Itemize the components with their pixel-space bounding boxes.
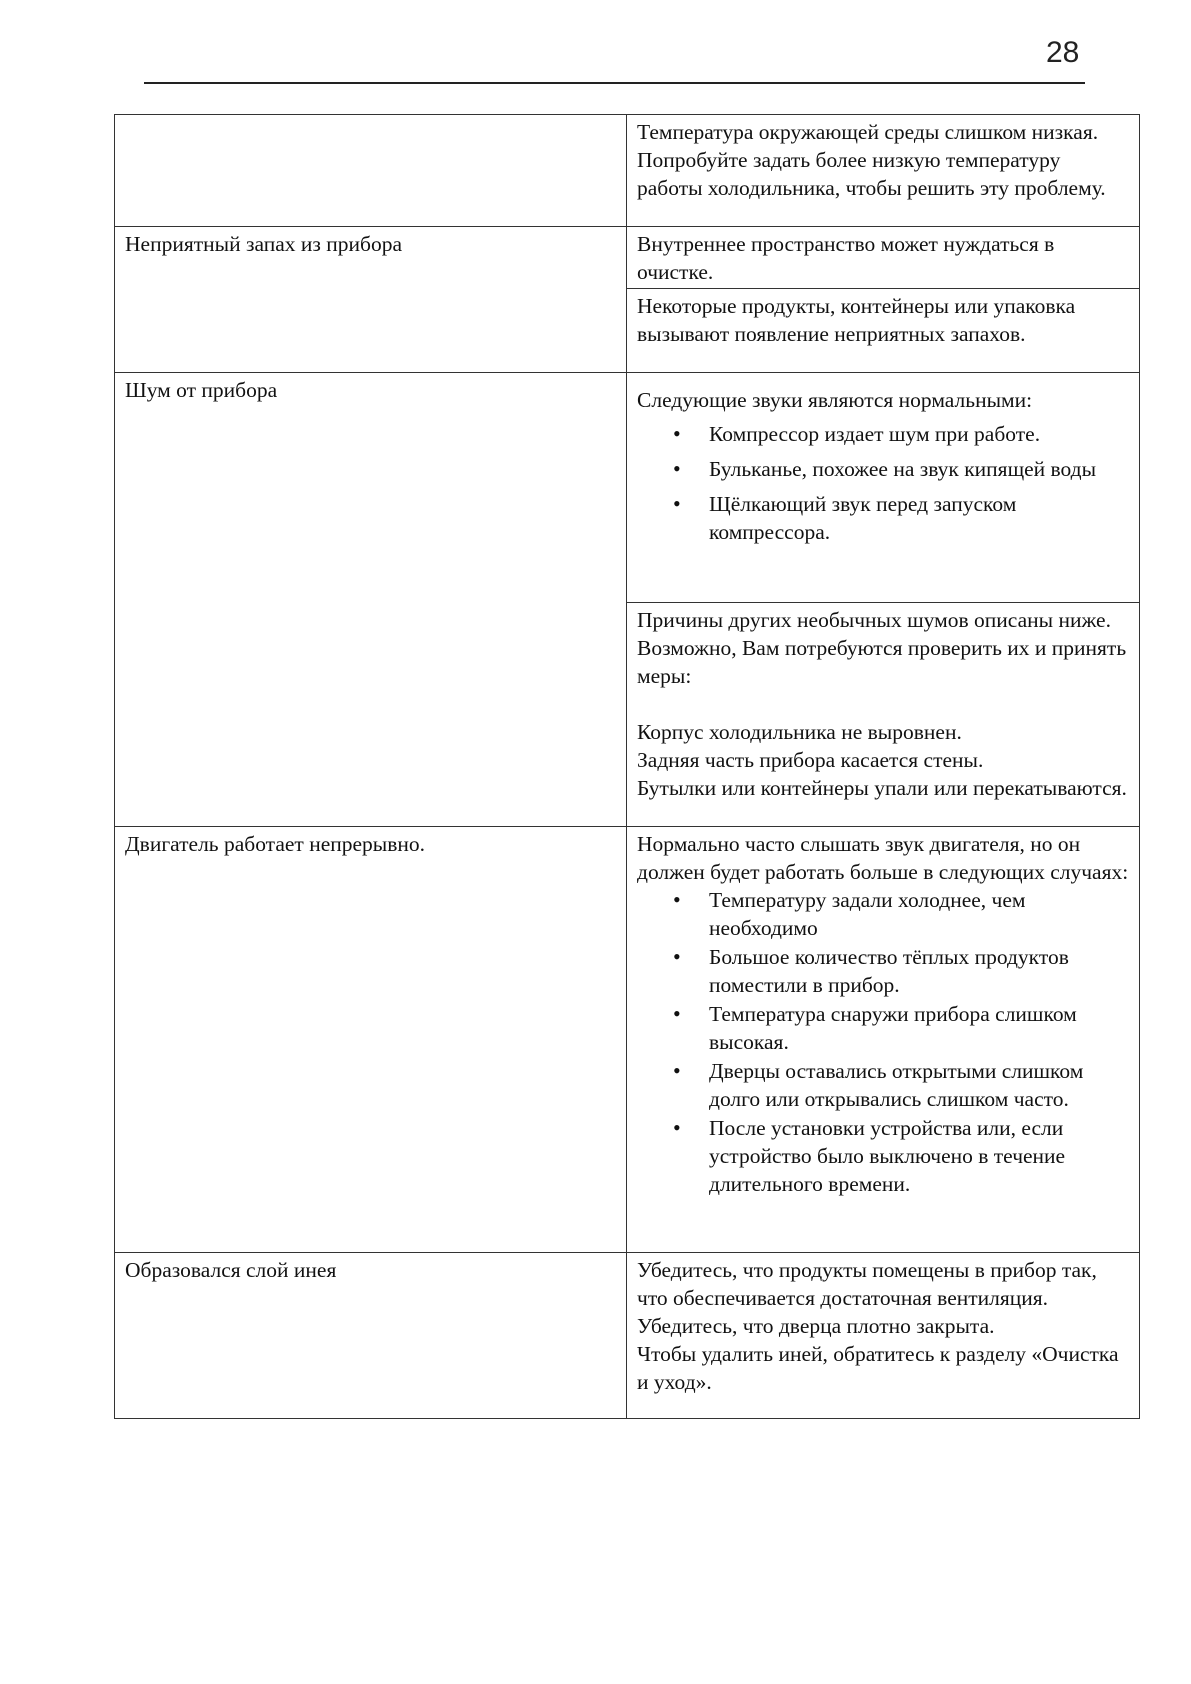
bullet-list: [637, 420, 1129, 546]
solution-cell: [627, 115, 1140, 227]
solution-cell: [627, 373, 1140, 603]
problem-cell: [115, 1253, 627, 1419]
list-item: • Большое количество тёплых продуктов поместили в прибор.: [709, 943, 1129, 999]
problem-text: Неприятный запах из прибора: [125, 232, 402, 256]
list-item: • Температура снаружи прибора слишком высокая.: [709, 1000, 1129, 1056]
table-row: [115, 373, 1140, 603]
list-item: • Щёлкающий звук перед запуском компрессора.: [709, 490, 1129, 546]
solution-intro: Причины других необычных шумов описаны ниже. Возможно, Вам потребуются проверить их и принять меры:: [637, 608, 1127, 688]
problem-cell: [115, 227, 627, 373]
solution-text: Некоторые продукты, контейнеры или упаковка вызывают появление неприятных запахов.: [637, 294, 1076, 346]
table-row: [115, 1253, 1140, 1419]
bullet-list: [637, 886, 1129, 1198]
solution-cell: [627, 1253, 1140, 1419]
solution-line: Убедитесь, что дверца плотно закрыта.: [637, 1314, 995, 1338]
list-item: • Дверцы оставались открытыми слишком долго или открывались слишком часто.: [709, 1057, 1129, 1113]
problem-text: Двигатель работает непрерывно.: [125, 832, 426, 856]
solution-cell: [627, 827, 1140, 1253]
table-row: [115, 227, 1140, 289]
table-row: [115, 827, 1140, 1253]
problem-cell: [115, 827, 627, 1253]
solution-line: Бутылки или контейнеры упали или перекатываются.: [637, 776, 1127, 800]
solution-cell: [627, 227, 1140, 289]
solution-intro: Нормально часто слышать звук двигателя, но он должен будет работать больше в следующих случаях:: [637, 832, 1129, 884]
list-item: • Температуру задали холоднее, чем необходимо: [709, 886, 1129, 942]
solution-line: Чтобы удалить иней, обратитесь к разделу «Очистка и уход».: [637, 1342, 1119, 1394]
solution-line: Убедитесь, что продукты помещены в прибор так, что обеспечивается достаточная вентиляция.: [637, 1258, 1097, 1310]
solution-line: Корпус холодильника не выровнен.: [637, 720, 962, 744]
solution-text: Внутреннее пространство может нуждаться в очистке.: [637, 232, 1055, 284]
list-item: • Бульканье, похожее на звук кипящей воды: [709, 455, 1129, 483]
solution-line: Задняя часть прибора касается стены.: [637, 748, 984, 772]
list-item: • После установки устройства или, если устройство было выключено в течение длительного времени.: [709, 1114, 1129, 1198]
page-number: 28: [1046, 36, 1080, 69]
list-item: • Компрессор издает шум при работе.: [709, 420, 1129, 448]
troubleshooting-table: [114, 114, 1140, 1419]
solution-text: Температура окружающей среды слишком низкая. Попробуйте задать более низкую температуру работы холодильника, чтобы решить эту проблему.: [637, 120, 1106, 200]
solution-cell: [627, 603, 1140, 827]
solution-intro: Следующие звуки являются нормальными:: [637, 388, 1033, 412]
solution-cell: [627, 289, 1140, 373]
problem-text: Шум от прибора: [125, 378, 278, 402]
table-row: [115, 115, 1140, 227]
problem-cell: [115, 373, 627, 827]
header-rule: [144, 82, 1085, 84]
problem-text: Образовался слой инея: [125, 1258, 337, 1282]
problem-cell: [115, 115, 627, 227]
